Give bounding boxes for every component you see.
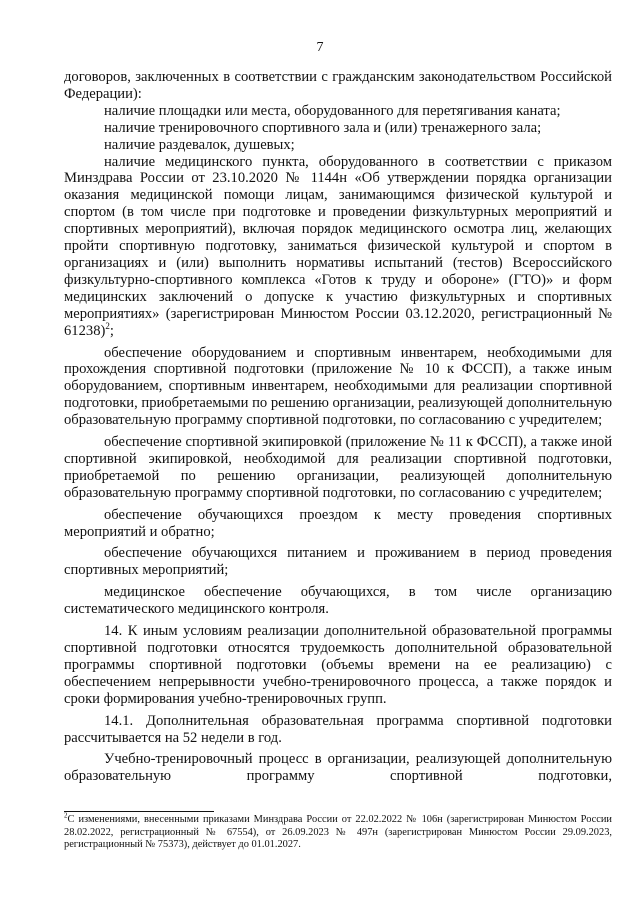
paragraph: наличие раздевалок, душевых; [104, 136, 295, 153]
footnote-text: С изменениями, внесенными приказами Минздрава России от 22.02.2022 № 106н (зарегистрирован Минюстом России 28.02.2022, регистрационный № 67554), от 26.09.2023 № 497н (зарегистрирован Минюстом России 29.09.2023, регистрационный № 75373), действует до 01.01.2027. [64, 814, 612, 851]
paragraph: медицинское обеспечение обучающихся, в том числе организацию систематического медицинского контроля. [64, 584, 612, 618]
body-text [64, 69, 612, 785]
paragraph: обеспечение оборудованием и спортивным инвентарем, необходимыми для прохождения спортивной подготовки (приложение № 10 к ФССП), а также иным оборудованием, спортивным инвентарем, необходимыми для реализации спортивной подготовки, приобретаемыми по решению организации, реализующей дополнительную образовательную программу спортивной подготовки, по согласованию с учредителем; [64, 344, 612, 429]
paragraph: наличие тренировочного спортивного зала и (или) тренажерного зала; [104, 119, 542, 136]
paragraph: договоров, заключенных в соответствии с гражданским законодательством Российской Федерации): [64, 69, 612, 102]
page-number: 7 [316, 40, 324, 55]
paragraph: наличие медицинского пункта, оборудованного в соответствии с приказом Минздрава России от 23.10.2020 № 1144н «Об утверждении порядка организации оказания медицинской помощи лицам, занимающимся физической культурой и спортом (в том числе при подготовке и проведении физкультурных мероприятий и спортивных мероприятий), включая порядок медицинского осмотра лиц, желающих пройти спортивную подготовку, заниматься физической культурой и спортом в организациях и (или) выполнить нормативы испытаний (тестов) Всероссийского физкультурно-спортивного комплекса «Готов к труду и обороне» (ГТО)» и форм медицинских заключений о допуске к участию физкультурных и спортивных мероприятиях» (зарегистрирован Минюстом России 03.12.2020, регистрационный № 61238)$^2$; [64, 153, 612, 339]
footnote-marker: 2 [105, 320, 110, 331]
paragraph: обеспечение спортивной экипировкой (приложение № 11 к ФССП), а также иной спортивной экипировкой, необходимой для реализации спортивной подготовки, приобретаемой по решению организации, реализующей дополнительную образовательную программу спортивной подготовки, по согласованию с учредителем; [64, 434, 612, 501]
footnote [64, 811, 612, 852]
footnote-separator [64, 811, 214, 812]
paragraph: 14.1. Дополнительная образовательная программа спортивной подготовки рассчитывается на 52 недели в год. [64, 712, 612, 746]
paragraph: обеспечение обучающихся проездом к месту проведения спортивных мероприятий и обратно; [64, 506, 612, 540]
paragraph: обеспечение обучающихся питанием и проживанием в период проведения спортивных мероприятий; [64, 545, 612, 579]
paragraph: Учебно-тренировочный процесс в организации, реализующей дополнительную образовательную программу спортивной подготовки, [64, 751, 612, 785]
paragraph: 14. К иным условиям реализации дополнительной образовательной программы спортивной подготовки относятся трудоемкость дополнительной образовательной программы спортивной подготовки (объемы времени на ее реализацию) с обеспечением непрерывности учебно-тренировочного процесса, а также порядок и сроки формирования учебно-тренировочных групп. [64, 623, 612, 707]
paragraph: наличие площадки или места, оборудованного для перетягивания каната; [104, 102, 561, 119]
footnote-marker: 2 [64, 811, 68, 820]
